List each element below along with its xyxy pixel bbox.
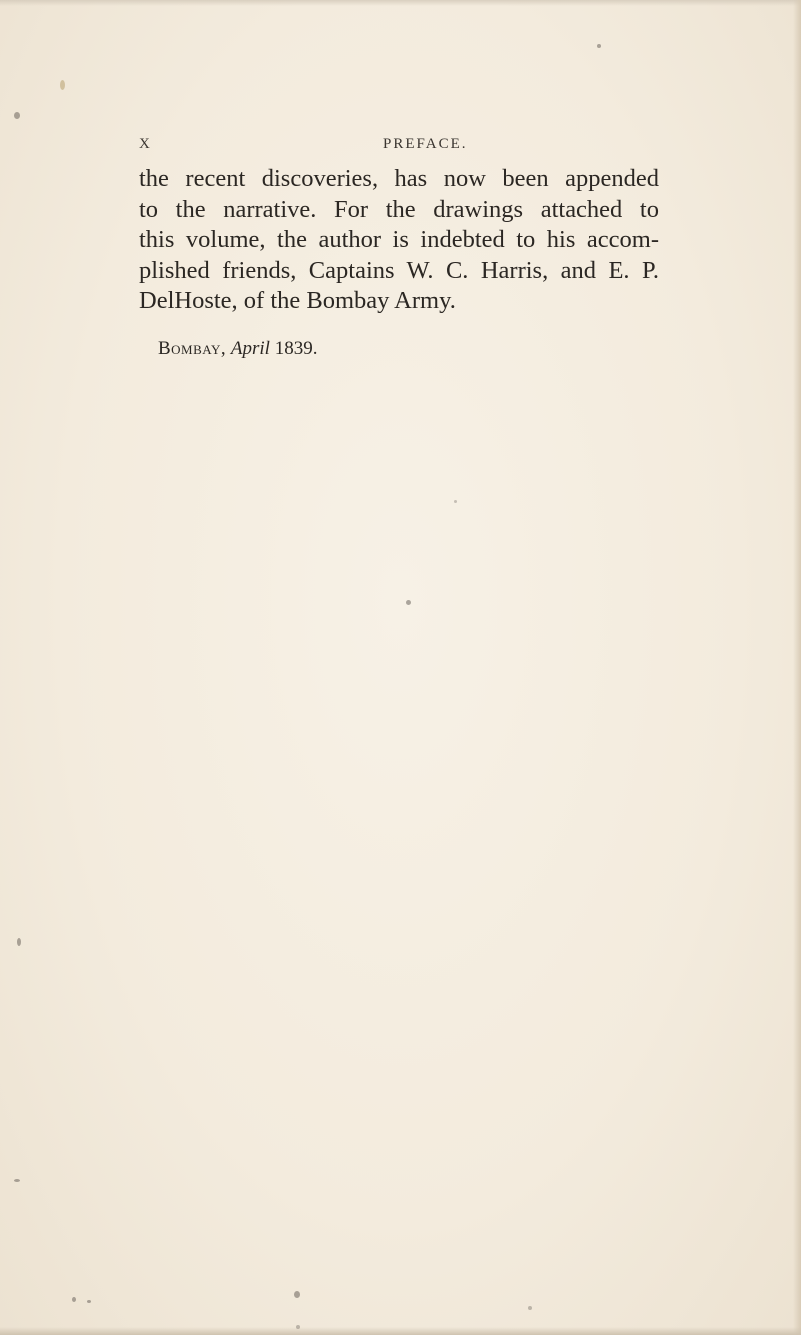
page-number: X — [139, 136, 152, 152]
body-line: plished friends, Captains W. C. Harris, and E. P. — [139, 256, 659, 284]
paper-speck — [60, 80, 65, 90]
body-line: this volume, the author is indebted to his accom- — [139, 226, 659, 253]
paper-speck — [14, 1179, 20, 1182]
body-line: the recent discoveries, has now been appended — [139, 165, 659, 192]
paper-speck — [528, 1306, 532, 1310]
dateline — [158, 338, 317, 360]
paper-speck — [87, 1300, 91, 1303]
page-bottom-edge — [0, 1327, 801, 1335]
paper-speck — [454, 500, 457, 503]
page-right-edge — [793, 0, 801, 1335]
paper-speck — [14, 112, 20, 119]
body-paragraph — [139, 164, 659, 317]
dateline-place: Bombay, — [158, 338, 227, 359]
page-top-edge — [0, 0, 801, 6]
running-head-title: PREFACE. — [383, 136, 468, 152]
paper-speck — [406, 600, 411, 605]
body-line: to the narrative. For the drawings attached to — [139, 195, 659, 223]
paper-speck — [597, 44, 601, 48]
running-head — [139, 136, 659, 158]
paper-speck — [294, 1291, 300, 1298]
paper-speck — [296, 1325, 300, 1329]
dateline-month: April — [230, 338, 270, 359]
dateline-year: 1839. — [274, 338, 318, 359]
paper-speck — [72, 1297, 76, 1302]
paper-speck — [17, 938, 21, 946]
body-line: DelHoste, of the Bombay Army. — [139, 287, 456, 314]
